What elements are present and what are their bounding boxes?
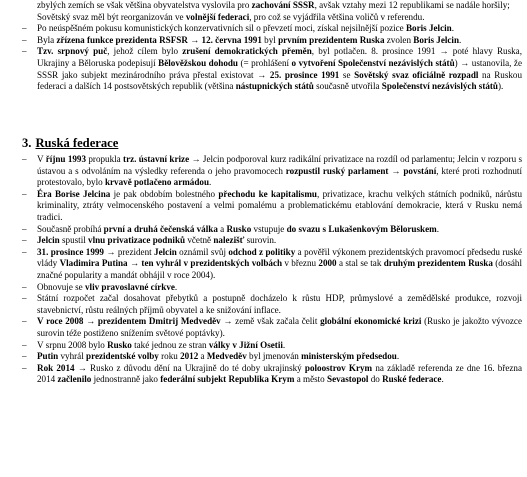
- list-item: – Rok 2014 → Rusko z důvodu dění na Ukrajině do té doby ukrajinský poloostrov Krym na základě referenda ze dne 16. března 2014 začlenilo jednostranně jako federální subjekt Republika Krym a město Sevastopol do Ruské federace.: [22, 362, 523, 385]
- list-item: – V roce 2008 → prezidentem Dmitrij Medveděv → země však začala čelit globální ekonomické krizi (Rusko je jakožto vývozce surovin téže postiženo snížením světové poptávky).: [22, 316, 522, 338]
- list-item: – Obnovuje se vliv pravoslavné církve.: [22, 281, 178, 292]
- section-heading: [16, 136, 522, 151]
- list-item: – Jelcin spustil vlnu privatizace podniků včetně nalezišť surovin.: [22, 235, 277, 246]
- section-russian-federation: [16, 136, 522, 386]
- list-item: – V říjnu 1993 propukla trz. ústavní krize → Jelcin podporoval kurz radikální privatizace na rozdíl od parlamentu; Jelcin v rozporu s ústavou a s odvoláním na výsledky referenda o jeho pravomocech rozpustil ruský parlament → povstání, které proti rozhodnutí protestovalo, bylo krvavě potlačeno armádou.: [22, 154, 523, 188]
- section-title: Ruská federace: [35, 136, 119, 150]
- top-section: [16, 0, 522, 93]
- list-item: – Po neúspěšném pokusu komunistických konzervativních sil o převzetí moci, získal nejsilnější pozice Boris Jelcin.: [22, 23, 454, 34]
- section-list: [16, 154, 522, 386]
- section-number: 3.: [22, 136, 32, 150]
- list-item: – Byla zřízena funkce prezidenta RSFSR → 12. června 1991 byl prvním prezidentem Ruska zvolen Boris Jelcin.: [22, 34, 462, 45]
- list-item: – Tzv. srpnový puč, jehož cílem bylo zrušení demokratických přeměn, byl potlačen. 8. prosince 1991 → poté hlavy Ruska, Ukrajiny a Běloruska podepisují Bělověžskou dohodu (= prohlášení o vytvoření Společenství nezávislých států) → ustanovila, že SSSR jako subjekt mezinárodního práva přestal existovat → 25. prosince 1991 se Sovětský svaz oficiálně rozpadl na Ruskou federaci a dalších 14 postsovětských republik (většina nástupnických států současně utvořila Společenství nezávislých států).: [22, 46, 523, 92]
- list-item: – Státní rozpočet začal dosahovat přebytků a postupně docházelo k růstu HDP, průmyslové a zemědělské produkce, rozvoji stavebnictví, růstu reálných příjmů obyvatel a ke snižování inflace.: [22, 293, 522, 315]
- list-item: – Současně probíhá první a druhá čečenská válka a Rusko vstupuje do svazu s Lukašenkovým Běloruskem.: [22, 223, 439, 234]
- paragraph-text: zbylých zemích se však většina obyvatelstva vyslovila pro zachování SSSR, avšak vztahy mezi 12 republikami se nadále horšily; Sovětský svaz měl být reorganizován ve volnější federaci, pro což se vyjádřila většina voličů v referendu.: [37, 0, 510, 22]
- top-list: [16, 23, 522, 93]
- list-item: – 31. prosince 1999 → prezident Jelcin oznámil svůj odchod z politiky a pověřil výkonem prezidentských pravomocí předsedu ruské vlády Vladimira Putina → ten vyhrál v prezidentských volbách v březnu 2000 a stal se tak druhým prezidentem Ruska (dosáhl značné popularity a mandát obhájil v roce 2004).: [22, 246, 523, 280]
- continued-paragraph: [16, 0, 522, 23]
- list-item: – V srpnu 2008 bylo Rusko také jednou ze stran války v Jižní Osetii.: [22, 339, 286, 350]
- list-item: – Putin vyhrál prezidentské volby roku 2012 a Medveděv byl jmenován ministerským předsedou.: [22, 351, 400, 362]
- list-item: – Éra Borise Jelcina je pak obdobím bolestného přechodu ke kapitalismu, privatizace, krachu velkých státních podniků, nárůstu kriminality, ztráty velmocenského postavení a velmi pomalému a problematickému etablování demokracie, která v Rusku nemá tradici.: [22, 188, 522, 222]
